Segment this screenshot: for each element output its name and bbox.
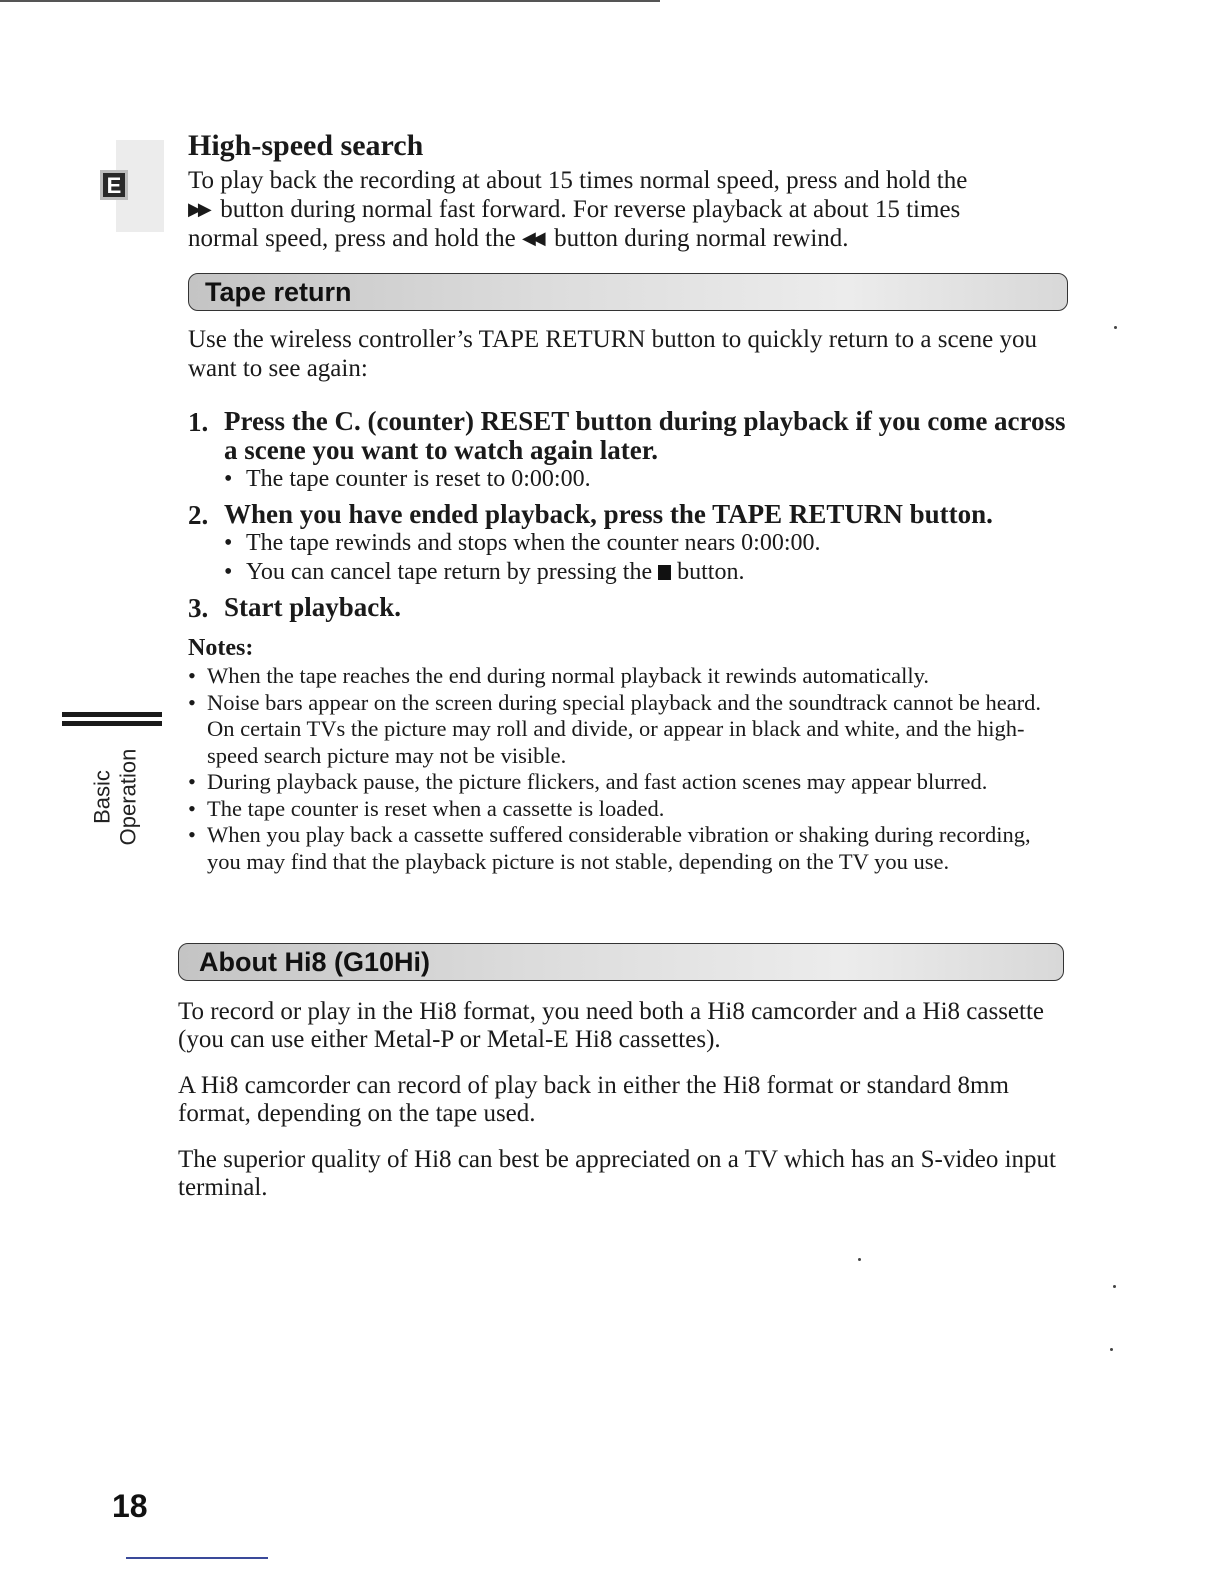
note-item: • During playback pause, the picture flickers, and fast action scenes may appear blurred. (188, 769, 988, 794)
rewind-icon: ◀◀ (521, 228, 542, 248)
note-item: • When the tape reaches the end during normal playback it rewinds automatically. (188, 663, 930, 688)
step-3: 3. Start playback. (188, 593, 1068, 623)
fast-forward-icon: ▶▶ (188, 199, 208, 219)
high-speed-line1: To play back the recording at about 15 times normal speed, press and hold the (188, 167, 968, 194)
page-number: 18 (112, 1488, 148, 1524)
notes-list (188, 663, 1068, 875)
note-item: • The tape counter is reset when a cassette is loaded. (188, 795, 665, 821)
high-speed-line3: normal speed, press and hold the ◀◀ button during normal rewind. (188, 225, 849, 252)
note-item: • Noise bars appear on the screen during special playback and the soundtrack cannot be heard. On certain TVs the picture may roll and divide, or appear in black and white, and the high-speed search picture may not be visible. (188, 689, 1042, 768)
note-item: • When you play back a cassette suffered considerable vibration or shaking during recording, you may find that the playback picture is not stable, depending on the TV you use. (188, 822, 1031, 874)
high-speed-heading: High-speed search (188, 129, 424, 162)
step-1-bullet: • The tape counter is reset to 0:00:00. (224, 466, 591, 492)
section-label-line2: Operation (115, 748, 140, 846)
hi8-paragraph-3: The superior quality of Hi8 can best be appreciated on a TV which has an S-video input terminal. (178, 1146, 1057, 1201)
section-marker-bars (62, 712, 162, 730)
step-1-title: Press the C. (counter) RESET button during playback if you come across a scene you want to watch again later. (224, 406, 1066, 465)
notes-heading: Notes: (188, 635, 254, 661)
scan-speck (1110, 1348, 1113, 1351)
hi8-paragraph-2: A Hi8 camcorder can record of play back in either the Hi8 format or standard 8mm format, depending on the tape used. (178, 1072, 1009, 1127)
scan-speck (1114, 326, 1117, 329)
section-label (60, 742, 170, 852)
step-2-bullet-2: • You can cancel tape return by pressing the button. (224, 559, 745, 585)
high-speed-line2: ▶▶ button during normal fast forward. For reverse playback at about 15 times (188, 196, 961, 223)
scan-speck (1113, 1285, 1116, 1288)
main-content (188, 128, 1068, 875)
step-3-title: Start playback. (224, 592, 402, 622)
top-rule (0, 0, 660, 2)
hi8-section (178, 943, 1064, 1202)
hi8-banner: About Hi8 (G10Hi) (178, 943, 1064, 981)
stop-icon (658, 565, 671, 580)
step-2-bullet-1: • The tape rewinds and stops when the counter nears 0:00:00. (224, 530, 821, 556)
step-2-title: When you have ended playback, press the TAPE RETURN button. (224, 499, 993, 529)
hi8-paragraph-1: To record or play in the Hi8 format, you need both a Hi8 camcorder and a Hi8 cassette (you can use either Metal-P or Metal-E Hi8 cassettes). (178, 998, 1045, 1053)
tape-return-steps (188, 407, 1068, 623)
language-label: E (100, 170, 128, 200)
bottom-rule (126, 1557, 268, 1559)
step-1: 1. Press the C. (counter) RESET button during playback if you come across a scene you want to watch again later. • The tape counter is reset to 0:00:00. (188, 407, 1068, 494)
tape-return-banner: Tape return (188, 273, 1068, 311)
tape-return-intro: Use the wireless controller’s TAPE RETURN button to quickly return to a scene you want to see again: (188, 326, 1037, 382)
step-2: 2. When you have ended playback, press the TAPE RETURN button. • The tape rewinds and stops when the counter nears 0:00:00. • You can cancel tape return by pressing the button. (188, 500, 1068, 587)
section-label-line1: Basic (89, 770, 114, 824)
scan-speck (858, 1258, 861, 1261)
